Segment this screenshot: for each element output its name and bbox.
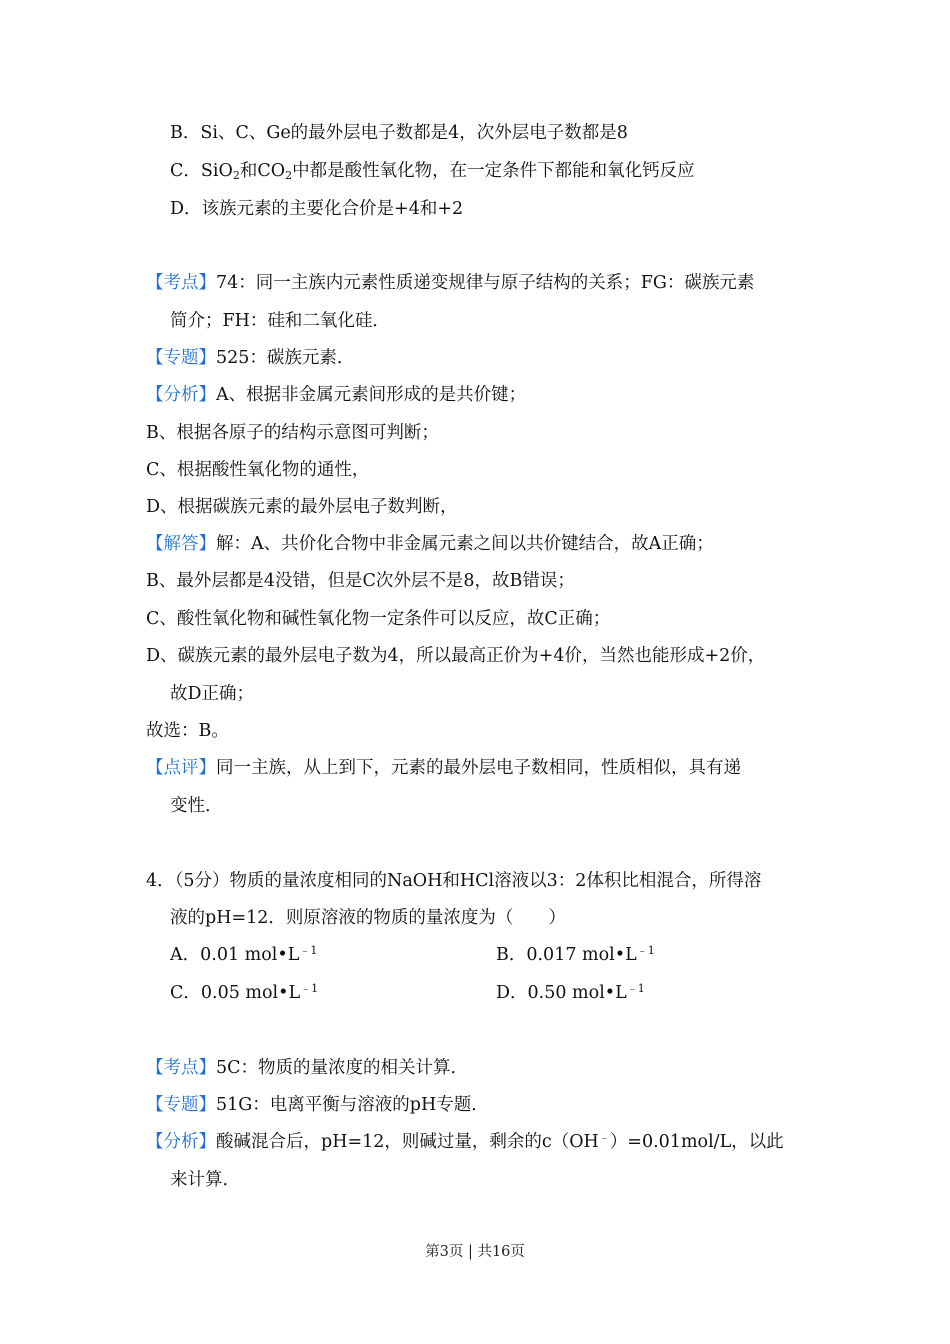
q3-option-c-prefix: C．SiO: [170, 161, 233, 181]
dianping-tag: 【点评】: [146, 758, 216, 778]
q4-option-a-sup: ﹣1: [299, 944, 318, 957]
q3-kaodian: [146, 270, 754, 296]
q3-fenxi-b: B、根据各原子的结构示意图可判断；: [146, 423, 439, 443]
q4-option-a: [170, 942, 317, 968]
q3-option-d: D．该族元素的主要化合价是+4和+2: [170, 199, 464, 219]
q4-kaodian-tag: 【考点】: [146, 1058, 216, 1078]
q3-jieda: [146, 531, 714, 557]
q3-kaodian-cont: 简介；FH：硅和二氧化硅．: [170, 311, 390, 331]
q3-fenxi-d: D、根据碳族元素的最外层电子数判断，: [146, 497, 458, 517]
jieda-tag: 【解答】: [146, 534, 216, 554]
fenxi-tag: 【分析】: [146, 385, 216, 405]
q3-jieda-b: B、最外层都是4没错，但是C次外层不是8，故B错误；: [146, 571, 575, 591]
q4-option-b: [496, 942, 655, 968]
q4-stem-cont: 液的pH=12．则原溶液的物质的量浓度为（ ）: [170, 908, 566, 928]
kaodian-text: 74：同一主族内元素性质递变规律与原子结构的关系；FG：碳族元素: [216, 273, 755, 293]
page-footer: 第3页 | 共16页: [425, 1244, 525, 1260]
q4-fenxi-tag: 【分析】: [146, 1132, 216, 1152]
q3-jieda-d: D、碳族元素的最外层电子数为4，所以最高正价为+4价，当然也能形成+2价，: [146, 646, 766, 666]
q4-fenxi-sup: ﹣: [598, 1131, 610, 1144]
q3-option-c: [170, 158, 695, 184]
q4-option-c-text: C．0.05 mol•L: [170, 983, 301, 1003]
q3-dianping: [146, 755, 741, 781]
q3-zhuanti: [146, 345, 354, 371]
q4-option-b-sup: ﹣1: [636, 944, 655, 957]
q3-fenxi-c: C、根据酸性氧化物的通性，: [146, 460, 370, 480]
zhuanti-text: 525：碳族元素．: [216, 348, 355, 368]
zhuanti-tag: 【专题】: [146, 348, 216, 368]
q3-option-c-mid: 和CO: [239, 161, 286, 181]
q3-option-c-suffix: 中都是酸性氧化物，在一定条件下都能和氧化钙反应: [292, 161, 695, 181]
q4-option-b-text: B．0.017 mol•L: [496, 945, 637, 965]
q4-fenxi-post: ）=0.01mol/L，以此: [609, 1132, 784, 1152]
q4-option-d-sup: ﹣1: [626, 982, 645, 995]
q4-option-c-sup: ﹣1: [300, 982, 319, 995]
q3-option-c-sub2: 2: [285, 169, 293, 182]
q3-option-c-sub1: 2: [232, 169, 240, 182]
fenxi-text: A、根据非金属元素间形成的是共价键；: [216, 385, 527, 405]
q4-fenxi-pre: 酸碱混合后，pH=12，则碱过量，剩余的c（OH: [216, 1132, 599, 1152]
q4-kaodian-text: 5C：物质的量浓度的相关计算．: [216, 1058, 469, 1078]
q4-option-d-text: D．0.50 mol•L: [496, 983, 627, 1003]
q4-option-a-text: A．0.01 mol•L: [170, 945, 300, 965]
jieda-text: 解：A、共价化合物中非金属元素之间以共价键结合，故A正确；: [216, 534, 714, 554]
q3-option-b: B．Si、C、Ge的最外层电子数都是4，次外层电子数都是8: [170, 123, 628, 143]
q3-fenxi: [146, 382, 526, 408]
kaodian-tag: 【考点】: [146, 273, 216, 293]
q3-jieda-d-cont: 故D正确；: [170, 684, 255, 704]
q4-kaodian: [146, 1055, 468, 1081]
q4-fenxi: [146, 1129, 784, 1155]
q3-guxuan: 故选：B。: [146, 721, 229, 741]
q4-option-d: [496, 980, 645, 1006]
q3-dianping-cont: 变性．: [170, 796, 223, 816]
q4-zhuanti: [146, 1092, 489, 1118]
q4-fenxi-cont: 来计算．: [170, 1170, 240, 1190]
q4-zhuanti-text: 51G：电离平衡与溶液的pH专题．: [216, 1095, 489, 1115]
dianping-text: 同一主族，从上到下，元素的最外层电子数相同，性质相似，具有递: [216, 758, 741, 778]
q4-option-c: [170, 980, 318, 1006]
q4-zhuanti-tag: 【专题】: [146, 1095, 216, 1115]
q4-stem: 4．（5分）物质的量浓度相同的NaOH和HCl溶液以3：2体积比相混合，所得溶: [146, 871, 762, 891]
q3-jieda-c: C、酸性氧化物和碱性氧化物一定条件可以反应，故C正确；: [146, 609, 611, 629]
